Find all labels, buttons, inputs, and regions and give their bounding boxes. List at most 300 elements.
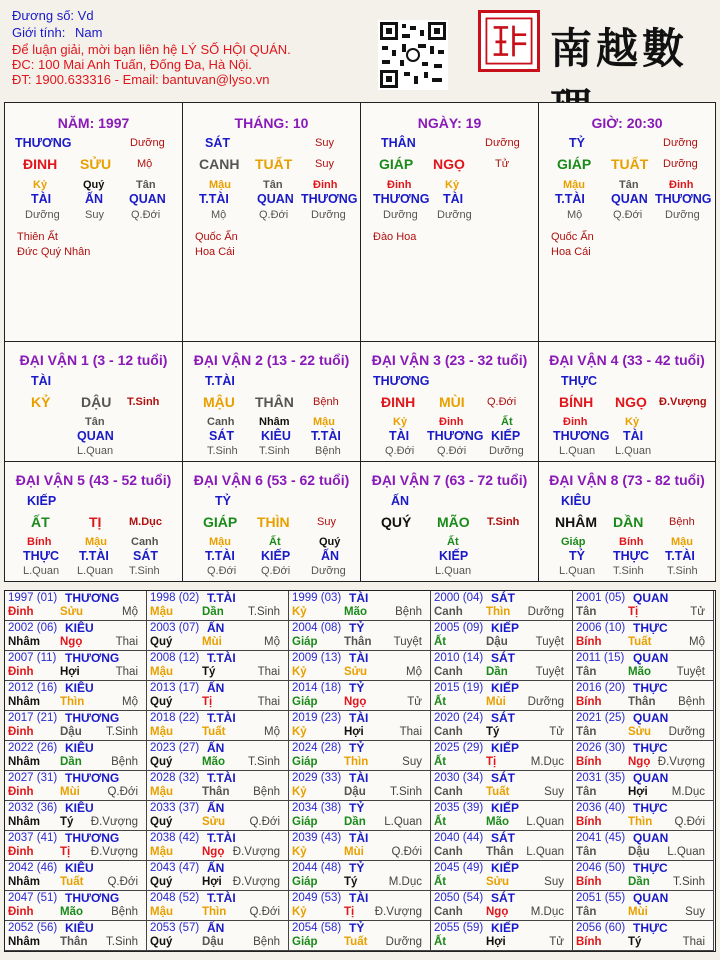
year-can: Canh [434,786,463,798]
year-label: 2001 (05) [576,592,626,604]
duong-so-line [12,8,372,23]
hidden-can: Đinh [387,179,412,191]
year-can: Đinh [8,606,34,618]
pillar-title: THÁNG: 10 [234,115,309,131]
year-label: 2014 (18) [292,682,342,694]
year-cell [289,681,431,711]
year-state: Q.Đới [674,816,705,828]
year-chi: Thìn [344,756,369,768]
year-god: TÀI [349,651,369,665]
hidden-can: Ất [501,416,513,428]
year-can: Bính [576,876,602,888]
year-cell [147,621,289,651]
hidden-state: Q.Đới [131,209,161,221]
dai-van-can: NHÂM [555,514,597,530]
year-can: Nhâm [8,876,40,888]
year-cell [431,741,573,771]
year-can: Canh [434,666,463,678]
year-god: SÁT [491,591,515,605]
dai-van-state: Q.Đới [487,396,517,408]
year-can: Tân [576,606,597,618]
dai-van-chi: DẬU [81,394,112,410]
year-chi: Hợi [486,936,506,948]
year-label: 1998 (02) [150,592,200,604]
year-god: ẤN [207,861,225,875]
year-chi: Thân [344,636,372,648]
year-can: Kỷ [292,906,307,918]
year-state: Thai [115,666,138,678]
year-chi: Ngọ [202,846,225,858]
year-state: Đ.Vượng [657,756,705,768]
hidden-god: TÀI [389,429,410,443]
pillar-note: Quốc Ấn [195,231,238,243]
dai-van-title: ĐẠI VẬN 2 (13 - 22 tuổi) [193,352,350,368]
year-cell [5,591,147,621]
year-god: T.TÀI [207,711,236,725]
year-state: Q.Đới [107,876,138,888]
year-god: SÁT [491,651,515,665]
year-can: Nhâm [8,636,40,648]
dai-van-god: THƯƠNG [373,374,430,388]
hidden-god: T.TÀI [555,192,585,206]
year-label: 1997 (01) [8,592,58,604]
hidden-state: L.Quan [435,565,472,577]
year-can: Canh [434,906,463,918]
year-cell [147,891,289,921]
year-cell [289,711,431,741]
hidden-can: Quý [83,179,105,191]
year-cell [431,621,573,651]
year-label: 2038 (42) [150,832,200,844]
hidden-state: L.Quan [23,565,60,577]
year-god: QUAN [633,831,669,845]
dai-van-state: Bệnh [669,516,695,528]
dai-van-state: T.Sinh [487,516,520,528]
dai-van-6 [182,461,361,582]
year-can: Mậu [150,666,173,678]
pillar-note: Đức Quý Nhân [17,246,91,258]
year-can: Giáp [292,636,318,648]
dai-van-state: Bệnh [313,396,339,408]
dai-van-chi: DẦN [613,514,644,530]
year-can: Đinh [8,726,34,738]
year-god: THỰC [633,681,668,695]
dai-van-can: BÍNH [559,394,594,410]
year-label: 2006 (10) [576,622,626,634]
year-god: THƯƠNG [65,831,120,845]
year-state: M.Dục [530,906,564,918]
year-god: TỶ [349,861,365,875]
year-can: Bính [576,936,602,948]
brand-logo [478,10,710,80]
year-label: 2043 (47) [150,862,200,874]
year-god: T.TÀI [207,771,236,785]
year-state: Thai [115,636,138,648]
pillar-day [360,102,539,342]
dai-van-can: ĐINH [381,394,416,410]
year-state: Tuyệt [676,666,705,678]
hidden-state: Q.Đới [613,209,643,221]
year-can: Ất [434,696,447,708]
year-state: Mộ [122,696,138,708]
hidden-state: Mộ [211,209,227,221]
year-cell [431,831,573,861]
year-cell [289,801,431,831]
year-label: 2020 (24) [434,712,484,724]
year-state: Tuyệt [393,636,422,648]
dai-van-god: ẤN [391,494,410,508]
year-can: Quý [150,636,173,648]
hidden-god: KIẾP [491,429,521,443]
year-cell [573,651,714,681]
pillar-top-god: THÂN [381,136,416,150]
hidden-can: Mậu [85,536,107,548]
year-chi: Tý [202,666,216,678]
dai-van-8 [538,461,716,582]
dai-van-chi: THÌN [257,514,290,530]
pillar-note: Quốc Ấn [551,231,594,243]
hidden-can: Mậu [671,536,693,548]
year-label: 2000 (04) [434,592,484,604]
year-god: T.TÀI [207,591,236,605]
hidden-state: Dưỡng [311,565,346,577]
hidden-can: Kỷ [445,179,460,191]
year-label: 2021 (25) [576,712,626,724]
hidden-state: Dưỡng [437,209,472,221]
hidden-god: KIẾP [439,549,469,563]
year-label: 2005 (09) [434,622,484,634]
contact-line-1: Để luận giải, mời bạn liên hệ LÝ SỐ HỘI QUÁN. [12,42,291,57]
year-chi: Thìn [628,816,653,828]
hidden-god: THƯƠNG [553,429,610,443]
year-god: KIẾP [491,621,520,635]
dai-van-title: ĐẠI VẬN 5 (43 - 52 tuổi) [15,472,172,488]
year-label: 2019 (23) [292,712,342,724]
year-cell [5,681,147,711]
year-chi: Thìn [486,606,511,618]
gioi-tinh-line [12,25,372,40]
year-can: Đinh [8,666,34,678]
hidden-can: Tân [136,179,156,191]
pillar-chi-state: Dưỡng [663,158,698,170]
year-state: Q.Đới [249,906,280,918]
hidden-god: T.TÀI [79,549,109,563]
year-can: Kỷ [292,606,307,618]
pillar-note: Hoa Cái [195,246,235,258]
pillar-can: CANH [199,156,240,172]
year-god: TỶ [349,741,365,755]
year-state: Suy [402,756,422,768]
pillar-hour [538,102,716,342]
year-god: KIÊU [65,741,94,755]
dai-van-god: TÀI [31,374,52,388]
year-can: Tân [576,666,597,678]
year-state: Đ.Vượng [374,906,422,918]
hidden-state: L.Quan [77,445,114,457]
year-chi: Mão [486,816,509,828]
year-chi: Thìn [202,906,227,918]
hidden-state: Q.Đới [261,565,291,577]
hidden-can: Tân [85,416,105,428]
year-state: Bệnh [395,606,422,618]
hidden-state: L.Quan [559,445,596,457]
year-chi: Mão [60,906,83,918]
year-chi: Dần [60,756,82,768]
year-god: KIẾP [491,801,520,815]
year-god: THỰC [633,801,668,815]
hidden-god: QUAN [257,192,294,206]
year-cell [5,771,147,801]
year-label: 2032 (36) [8,802,58,814]
pillar-title: NGÀY: 19 [417,115,482,131]
year-can: Ất [434,816,447,828]
year-cell [147,861,289,891]
hidden-can: Canh [131,536,159,548]
dai-van-title: ĐẠI VẬN 7 (63 - 72 tuổi) [371,472,528,488]
year-chi: Sửu [60,606,84,618]
year-god: THƯƠNG [65,711,120,725]
pillar-chi-state: Tử [495,158,510,170]
year-label: 2045 (49) [434,862,484,874]
year-cell [573,921,714,951]
hidden-god: SÁT [209,429,234,443]
year-can: Kỷ [292,846,307,858]
year-label: 2056 (60) [576,922,626,934]
year-chi: Sửu [202,816,226,828]
dai-van-god: THỰC [561,374,598,388]
year-can: Tân [576,906,597,918]
year-can: Nhâm [8,696,40,708]
gioi-tinh-label: Giới tính: [12,25,66,40]
pillar-grid [4,102,716,582]
hidden-state: T.Sinh [667,565,698,577]
dai-van-god: TỶ [215,494,231,508]
year-god: QUAN [633,711,669,725]
dai-van-title: ĐẠI VẬN 1 (3 - 12 tuổi) [19,352,168,368]
year-god: KIÊU [65,801,94,815]
year-god: TỶ [349,801,365,815]
year-state: T.Sinh [248,606,280,618]
year-chi: Dậu [486,636,508,648]
year-god: T.TÀI [207,891,236,905]
pillar-top-state: Dưỡng [485,137,520,149]
year-chi: Tý [486,726,500,738]
hidden-god: TÀI [443,192,464,206]
year-chi: Thân [628,696,656,708]
year-state: Dưỡng [527,696,564,708]
pillar-can: ĐINH [23,156,58,172]
year-god: THỰC [633,921,668,935]
year-chi: Thìn [60,696,85,708]
hidden-can: Giáp [561,536,586,548]
dai-van-state: T.Sinh [127,396,160,408]
dai-van-can: KỶ [31,394,51,410]
pillar-note: Đào Hoa [373,231,417,243]
hidden-state: T.Sinh [259,445,290,457]
hidden-god: T.TÀI [199,192,229,206]
year-state: Dưỡng [527,606,564,618]
year-god: QUAN [633,771,669,785]
year-can: Tân [576,846,597,858]
year-can: Tân [576,786,597,798]
year-cell [431,651,573,681]
year-state: Mộ [122,606,138,618]
year-chi: Sửu [344,666,368,678]
year-label: 2013 (17) [150,682,200,694]
year-cell [5,921,147,951]
year-state: Suy [544,876,564,888]
dai-van-can: GIÁP [203,514,238,530]
year-god: SÁT [491,771,515,785]
year-cell [5,801,147,831]
year-state: L.Quan [526,846,564,858]
year-state: Đ.Vượng [232,846,280,858]
contact-line-3: ĐT: 1900.633316 - Email: bantuvan@lyso.vn [12,72,270,87]
year-label: 2025 (29) [434,742,484,754]
year-label: 2036 (40) [576,802,626,814]
year-state: Dưỡng [385,936,422,948]
year-state: T.Sinh [106,726,138,738]
year-cell [5,831,147,861]
year-state: Q.Đới [107,786,138,798]
year-state: M.Dục [530,756,564,768]
year-chi: Mùi [486,696,506,708]
year-chi: Hợi [628,786,648,798]
year-state: Thai [682,936,705,948]
year-state: Thai [257,696,280,708]
pillar-chi: NGỌ [433,156,465,172]
pillar-chi-state: Suy [315,158,334,170]
year-cell [573,621,714,651]
year-chi: Thân [486,846,514,858]
year-chi: Tuất [344,936,368,948]
year-state: Suy [685,906,705,918]
year-chi: Hợi [202,876,222,888]
year-cell [5,711,147,741]
year-god: THỰC [633,741,668,755]
year-god: TÀI [349,891,369,905]
year-cell [147,801,289,831]
year-label: 2030 (34) [434,772,484,784]
year-label: 2054 (58) [292,922,342,934]
hidden-god: KIẾP [261,549,291,563]
year-can: Bính [576,636,602,648]
year-can: Quý [150,936,173,948]
year-cell [289,831,431,861]
hidden-god: SÁT [133,549,158,563]
year-chi: Ngọ [628,756,651,768]
year-god: SÁT [491,711,515,725]
hidden-god: TỶ [569,549,585,563]
hidden-can: Kỷ [393,416,408,428]
year-can: Mậu [150,606,173,618]
year-cell [147,681,289,711]
pillar-chi: TUẤT [611,156,649,172]
year-god: KIẾP [491,681,520,695]
pillar-top-state: Suy [315,137,334,149]
dai-van-1 [4,341,183,462]
hidden-god: THƯƠNG [427,429,484,443]
pillar-top-god: THƯƠNG [15,136,72,150]
hidden-god: ẤN [321,549,340,563]
year-god: KIÊU [65,681,94,695]
year-label: 2027 (31) [8,772,58,784]
year-label: 2022 (26) [8,742,58,754]
year-god: ẤN [207,921,225,935]
year-can: Canh [434,726,463,738]
year-label: 2010 (14) [434,652,484,664]
dai-van-chi: MÙI [439,394,465,410]
year-cell [147,771,289,801]
hidden-state: L.Quan [77,565,114,577]
year-cell [5,891,147,921]
year-cell [431,891,573,921]
year-label: 2042 (46) [8,862,58,874]
year-label: 2034 (38) [292,802,342,814]
year-label: 2049 (53) [292,892,342,904]
year-cell [289,891,431,921]
year-cell [147,831,289,861]
year-can: Bính [576,696,602,708]
pillar-chi: SỬU [80,156,112,172]
year-chi: Ngọ [60,636,83,648]
year-chi: Mùi [202,636,222,648]
year-chi: Mão [202,756,225,768]
dai-van-state: Đ.Vượng [659,396,707,408]
year-can: Giáp [292,756,318,768]
hidden-state: L.Quan [559,565,596,577]
year-god: KIÊU [65,921,94,935]
year-state: Q.Đới [391,846,422,858]
hidden-god: ẤN [85,192,104,206]
year-state: Mộ [406,666,422,678]
hidden-can: Đinh [669,179,694,191]
year-label: 2003 (07) [150,622,200,634]
pillar-note: Hoa Cái [551,246,591,258]
year-state: Mộ [689,636,705,648]
year-chi: Tị [344,906,355,918]
year-label: 2009 (13) [292,652,342,664]
year-can: Mậu [150,906,173,918]
dai-van-title: ĐẠI VẬN 4 (33 - 42 tuổi) [549,352,705,368]
year-label: 2002 (06) [8,622,58,634]
year-label: 2051 (55) [576,892,626,904]
year-label: 2004 (08) [292,622,342,634]
pillar-note: Thiên Ất [17,231,58,243]
dai-van-can: ẤT [31,514,50,530]
year-god: TỶ [349,921,365,935]
year-chi: Mão [628,666,651,678]
year-state: Tuyệt [535,666,564,678]
hidden-can: Kỷ [625,416,640,428]
dai-van-chi: TỊ [89,514,102,530]
year-god: TÀI [349,831,369,845]
year-cell [147,921,289,951]
year-can: Ất [434,756,447,768]
year-chi: Tị [60,846,71,858]
year-state: T.Sinh [673,876,705,888]
year-label: 1999 (03) [292,592,342,604]
year-state: Tử [690,606,705,618]
hidden-god: THỰC [613,549,650,563]
hidden-can: Đinh [313,179,338,191]
year-cell [573,891,714,921]
year-cell [289,861,431,891]
year-cell [147,651,289,681]
year-can: Đinh [8,906,34,918]
year-label: 2033 (37) [150,802,200,814]
hidden-state: Dưỡng [665,209,700,221]
